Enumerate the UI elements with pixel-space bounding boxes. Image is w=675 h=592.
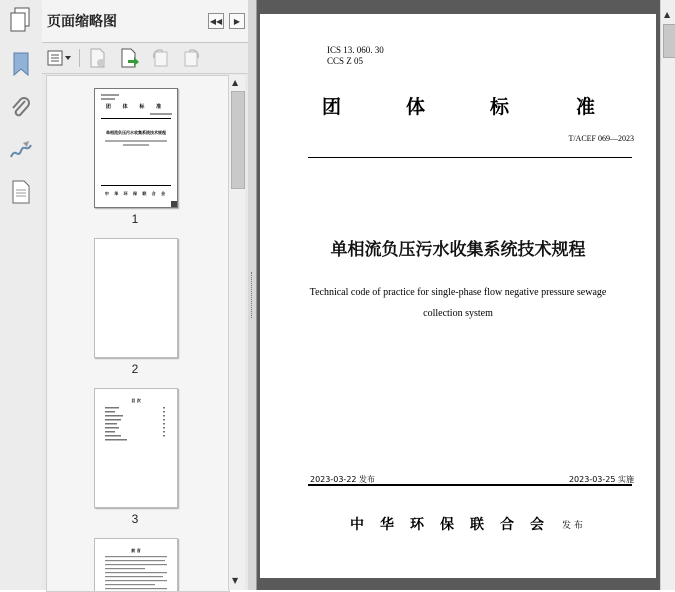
ccs-code: CCS Z 05 xyxy=(327,56,364,66)
thumb-en-title-line xyxy=(105,140,167,142)
issuer-char: 保 xyxy=(440,517,454,533)
thumbnail-list xyxy=(46,75,230,592)
rotate-ccw-button[interactable] xyxy=(150,48,170,68)
attachment-icon[interactable] xyxy=(5,92,37,124)
issuer-char: 环 xyxy=(410,517,424,533)
standard-type-char: 团 xyxy=(322,96,342,118)
document-scrollbar[interactable] xyxy=(660,0,675,590)
top-rule xyxy=(308,157,632,158)
scroll-up-arrow-icon[interactable]: ▲ xyxy=(664,10,671,19)
thumb-rule xyxy=(101,118,171,119)
thumbnail-scroll-thumb[interactable] xyxy=(231,91,245,189)
document-view xyxy=(257,0,660,590)
options-icon xyxy=(47,49,73,67)
options-menu-button[interactable] xyxy=(47,48,73,68)
thumb-foreword-lines xyxy=(95,539,177,592)
viewport-marker[interactable] xyxy=(171,201,177,207)
panel-header xyxy=(42,0,248,43)
thumbnail-label: 3 xyxy=(131,512,139,526)
panel-title: 页面缩略图 xyxy=(47,14,117,30)
scroll-up-arrow-icon[interactable]: ▲ xyxy=(232,78,239,87)
thumb-header: 团 体 标 准 xyxy=(105,104,167,110)
rotate-cw-button[interactable] xyxy=(182,48,202,68)
signature-icon[interactable] xyxy=(5,134,37,166)
document-scroll-thumb[interactable] xyxy=(663,24,675,58)
panel-splitter[interactable] xyxy=(248,0,257,590)
splitter-grip xyxy=(251,272,254,318)
thumb-title: 单相流负压污水收集系统技术规程 xyxy=(106,130,166,135)
implement-date: 2023-03-25 实施 xyxy=(568,475,634,484)
document-page xyxy=(260,14,656,578)
thumb-en-title-line xyxy=(123,144,149,146)
issuer-char: 华 xyxy=(380,517,394,533)
pages-panel-icon[interactable] xyxy=(5,4,37,36)
standard-number: T/ACEF 069—2023 xyxy=(568,134,634,143)
ics-code: ICS 13. 060. 30 xyxy=(327,45,384,55)
thumbnail-toolbar xyxy=(42,43,248,74)
insert-page-icon xyxy=(120,48,140,68)
toolbar-divider xyxy=(79,49,80,67)
right-arrow-icon: ▶ xyxy=(233,16,241,26)
title-english-line-2: collection system xyxy=(423,308,493,319)
thumb-rule xyxy=(101,185,171,186)
thumbnail-page-4[interactable] xyxy=(94,538,178,592)
thumbnail-page-3[interactable] xyxy=(94,388,178,508)
expand-panel-button[interactable] xyxy=(229,13,245,29)
issue-word: 发 布 xyxy=(562,521,583,531)
double-left-arrow-icon: ◀◀ xyxy=(209,16,223,26)
issuer-char: 会 xyxy=(530,517,544,533)
title-chinese: 单相流负压污水收集系统技术规程 xyxy=(330,240,586,260)
thumbnail-label: 1 xyxy=(131,212,139,226)
thumbnail-page-1[interactable] xyxy=(94,88,178,208)
title-english-line-1: Technical code of practice for single-phase flow negative pressure sewage xyxy=(309,287,607,298)
thumb-ccs-text xyxy=(101,98,115,100)
delete-page-icon xyxy=(89,48,107,68)
collapse-panel-button[interactable] xyxy=(208,13,224,29)
navigation-rail xyxy=(0,0,43,590)
issuer-char: 中 xyxy=(350,517,364,533)
rotate-right-icon xyxy=(183,48,201,68)
thumb-toc-lines xyxy=(95,389,177,507)
thumbnail-scrollbar[interactable] xyxy=(228,75,245,590)
thumbnail-label: 2 xyxy=(131,362,139,376)
delete-pages-button[interactable] xyxy=(88,48,108,68)
thumbnail-page-2[interactable] xyxy=(94,238,178,358)
issuer-char: 联 xyxy=(470,517,484,533)
publish-date: 2023-03-22 发布 xyxy=(310,475,376,484)
issuer-char: 合 xyxy=(500,517,514,533)
standard-type-char: 准 xyxy=(576,96,596,118)
thumb-footer: 中 华 环 保 联 合 会 xyxy=(104,191,168,196)
thumb-toc-heading: 目 次 xyxy=(131,398,141,403)
page-thumbnails-panel xyxy=(42,0,249,590)
scroll-down-arrow-icon[interactable]: ▼ xyxy=(232,576,239,585)
thumb-foreword-heading: 前 言 xyxy=(131,548,141,553)
bottom-rule xyxy=(308,484,632,486)
standard-type-char: 标 xyxy=(490,96,510,118)
thumb-ics-text xyxy=(101,94,119,96)
insert-pages-button[interactable] xyxy=(120,48,140,68)
bookmark-icon[interactable] xyxy=(5,48,37,80)
rotate-left-icon xyxy=(151,48,169,68)
thumb-number-text xyxy=(150,113,172,115)
content-page-icon[interactable] xyxy=(5,176,37,208)
standard-type-char: 体 xyxy=(406,96,426,118)
